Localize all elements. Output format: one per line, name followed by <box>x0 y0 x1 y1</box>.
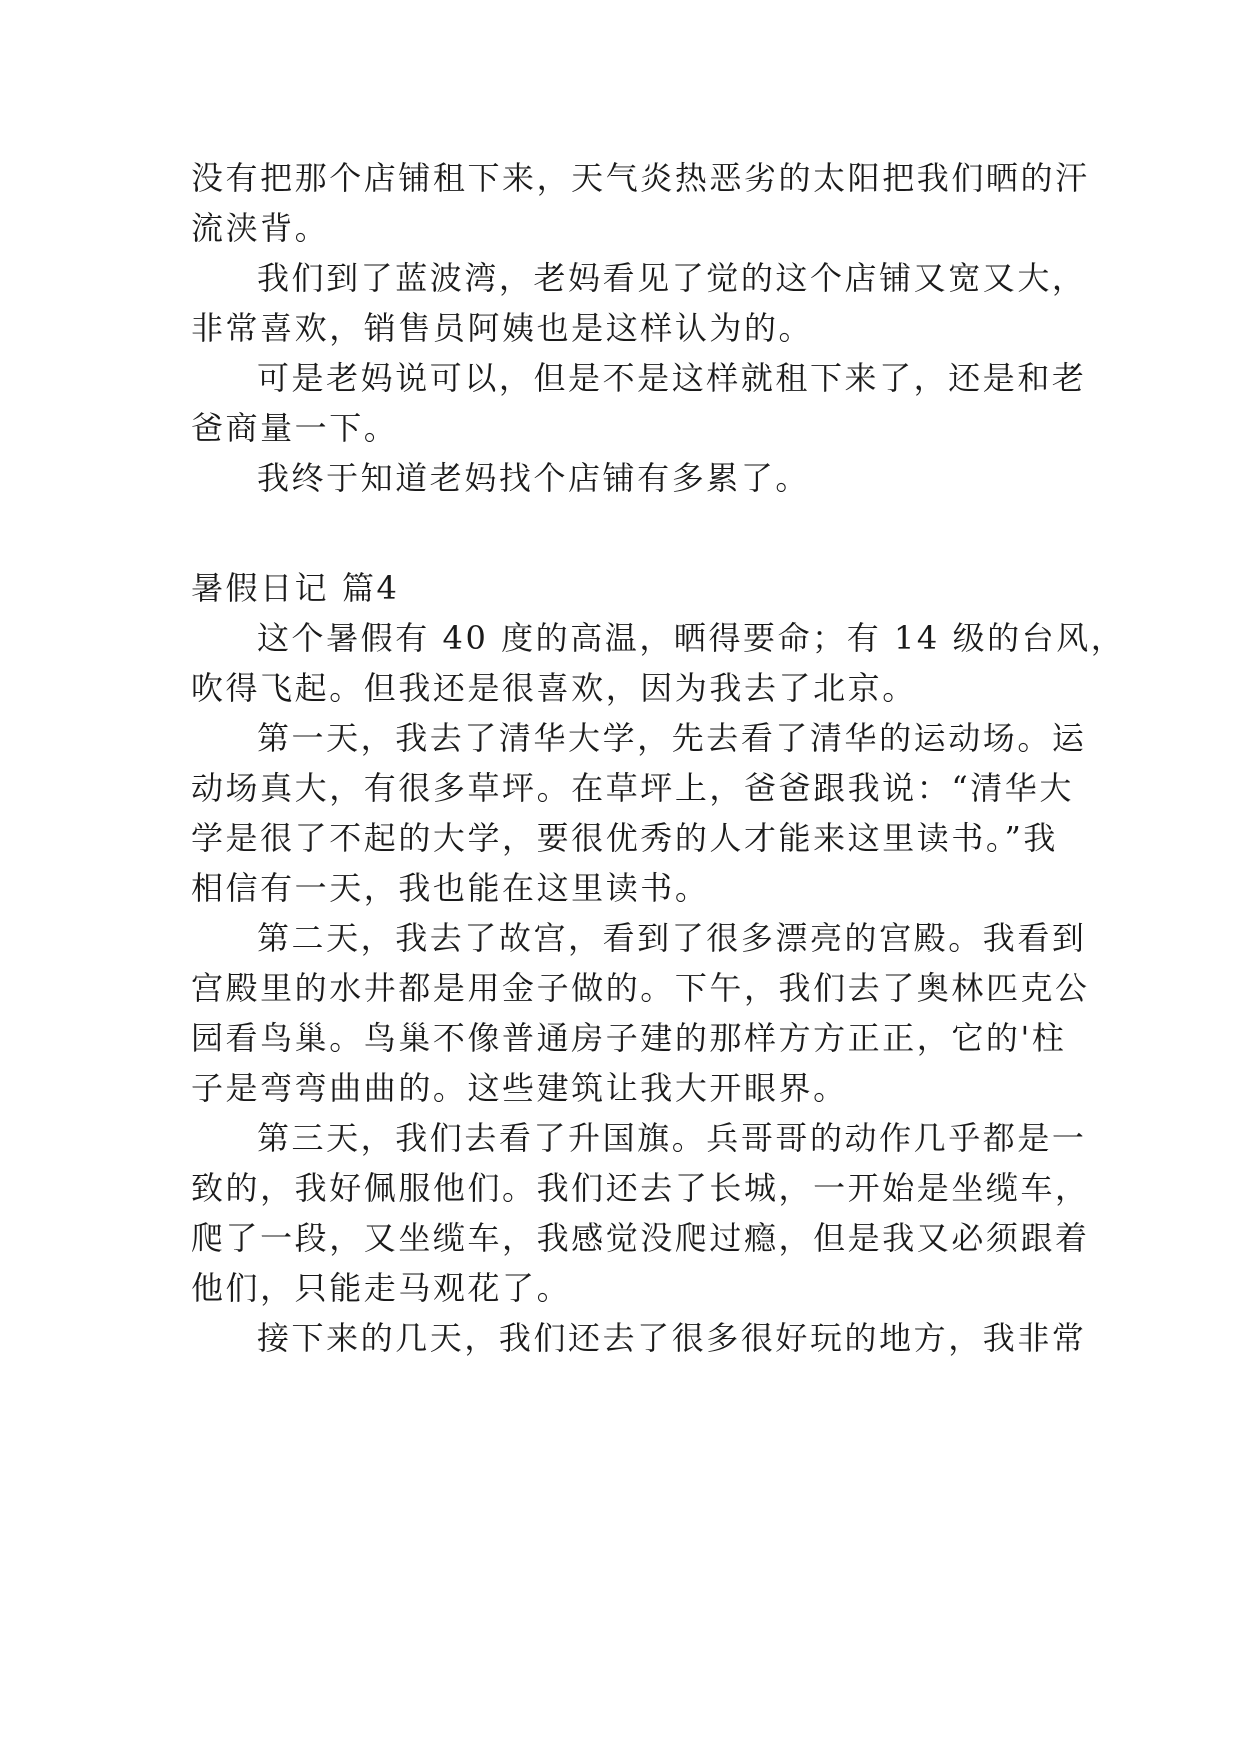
paragraph-8-line-3: 爬了一段，又坐缆车，我感觉没爬过瘾，但是我又必须跟着 <box>191 1219 1090 1257</box>
paragraph-7-line-1: 第二天，我去了故宫，看到了很多漂亮的宫殿。我看到 <box>257 919 1087 957</box>
paragraph-1-line-2: 流浃背。 <box>191 209 330 247</box>
paragraph-6-line-4: 相信有一天，我也能在这里读书。 <box>191 869 710 907</box>
paragraph-7-line-3: 园看鸟巢。鸟巢不像普通房子建的那样方方正正，它的'柱 <box>191 1019 1067 1057</box>
paragraph-6-line-1: 第一天，我去了清华大学，先去看了清华的运动场。运 <box>257 719 1087 757</box>
paragraph-7-line-2: 宫殿里的水井都是用金子做的。下午，我们去了奥林匹克公 <box>191 969 1090 1007</box>
paragraph-5-line-2: 吹得飞起。但我还是很喜欢，因为我去了北京。 <box>191 669 917 707</box>
paragraph-8-line-1: 第三天，我们去看了升国旗。兵哥哥的动作几乎都是一 <box>257 1119 1087 1157</box>
paragraph-9-line-1: 接下来的几天，我们还去了很多很好玩的地方，我非常 <box>257 1319 1087 1357</box>
paragraph-6-line-2: 动场真大，有很多草坪。在草坪上，爸爸跟我说：“清华大 <box>191 769 1074 807</box>
paragraph-3-line-1: 可是老妈说可以，但是不是这样就租下来了，还是和老 <box>257 359 1087 397</box>
paragraph-7-line-4: 子是弯弯曲曲的。这些建筑让我大开眼界。 <box>191 1069 848 1107</box>
paragraph-8-line-4: 他们，只能走马观花了。 <box>191 1269 572 1307</box>
paragraph-1-line-1: 没有把那个店铺租下来，天气炎热恶劣的太阳把我们晒的汗 <box>191 159 1090 197</box>
paragraph-2-line-1: 我们到了蓝波湾，老妈看见了觉的这个店铺又宽又大， <box>257 259 1087 297</box>
section-heading: 暑假日记 篇4 <box>191 569 400 607</box>
paragraph-8-line-2: 致的，我好佩服他们。我们还去了长城，一开始是坐缆车， <box>191 1169 1090 1207</box>
paragraph-5-line-1: 这个暑假有 40 度的高温，晒得要命；有 14 级的台风， <box>257 619 1126 657</box>
paragraph-3-line-2: 爸商量一下。 <box>191 409 399 447</box>
paragraph-4-line-1: 我终于知道老妈找个店铺有多累了。 <box>257 459 810 497</box>
paragraph-6-line-3: 学是很了不起的大学，要很优秀的人才能来这里读书。”我 <box>191 819 1058 857</box>
paragraph-2-line-2: 非常喜欢，销售员阿姨也是这样认为的。 <box>191 309 814 347</box>
